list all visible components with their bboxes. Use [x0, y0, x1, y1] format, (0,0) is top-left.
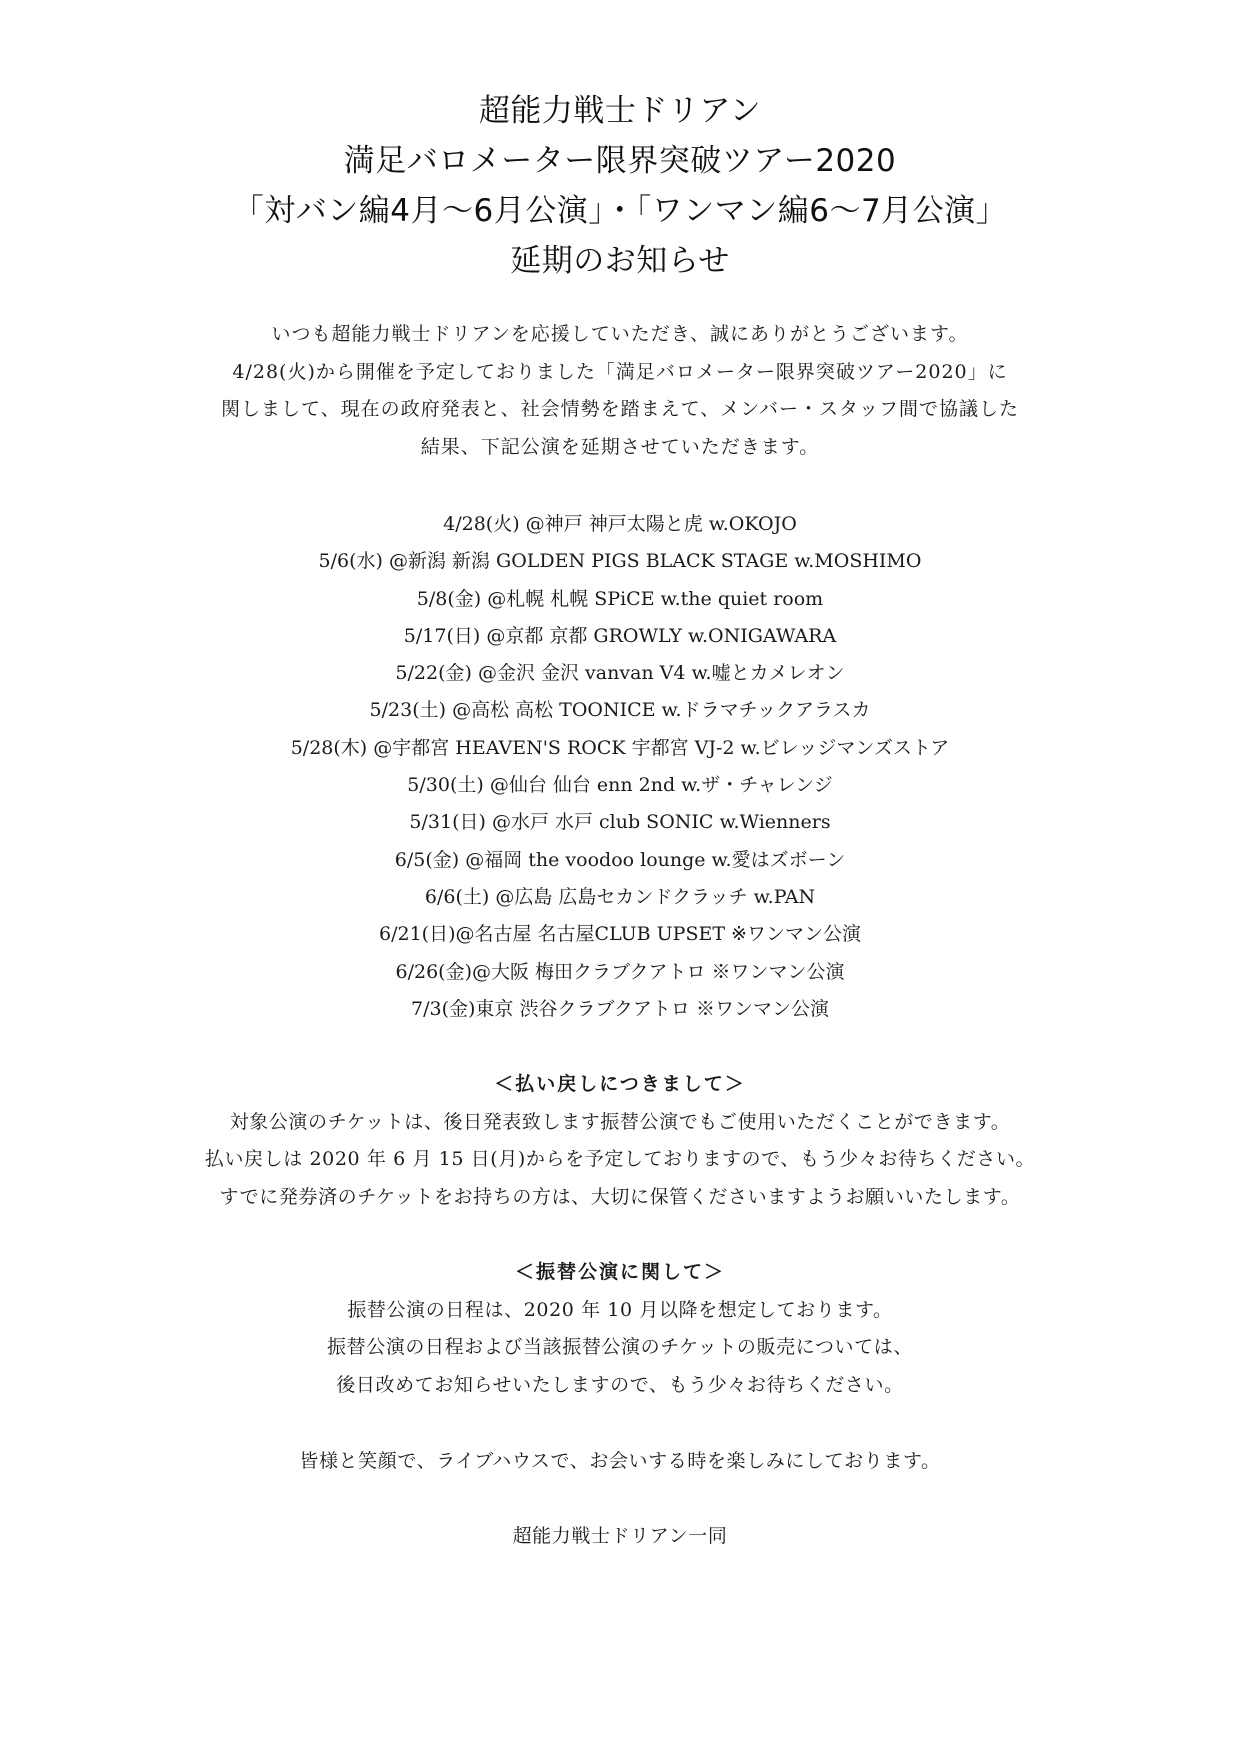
intro-line: 関しまして、現在の政府発表と、社会情勢を踏まえて、メンバー・スタッフ間で協議した [221, 398, 1019, 420]
title-line-postponement: 延期のお知らせ [510, 243, 730, 279]
refund-line: 払い戻しは 2020 年 6 月 15 日(月)からを予定しておりますので、もう少々お待ちください。 [204, 1148, 1036, 1170]
refund-line: すでに発券済のチケットをお持ちの方は、大切に保管くださいますようお願いいたします。 [219, 1185, 1021, 1208]
title-line-tour-parts: 「対バン編4月〜6月公演」・「ワンマン編6〜7月公演」 [232, 193, 1008, 229]
show-item: 5/8(金) @札幌 札幌 SPiCE w.the quiet room [416, 587, 824, 610]
makeup-line: 振替公演の日程および当該振替公演のチケットの販売については、 [327, 1336, 913, 1358]
show-item: 5/30(土) @仙台 仙台 enn 2nd w.ザ・チャレンジ [407, 774, 833, 797]
signature: 超能力戦士ドリアン一同 [512, 1525, 728, 1547]
intro-line: 4/28(火)から開催を予定しておりました「満足バロメーター限界突破ツアー2020」に [232, 360, 1008, 383]
intro-line: 結果、下記公演を延期させていただきます。 [420, 435, 820, 458]
show-item: 5/6(水) @新潟 新潟 GOLDEN PIGS BLACK STAGE w.MOSHIMO [318, 550, 922, 573]
show-item: 6/6(土) @広島 広島セカンドクラッチ w.PAN [424, 885, 816, 908]
postponed-shows-list [0, 506, 1240, 1028]
makeup-line: 振替公演の日程は、2020 年 10 月以降を想定しております。 [347, 1298, 893, 1321]
notice-title [0, 86, 1240, 286]
refund-line: 対象公演のチケットは、後日発表致します振替公演でもご使用いただくことができます。 [229, 1110, 1011, 1133]
makeup-line: 後日改めてお知らせいたしますので、もう少々お待ちください。 [336, 1373, 904, 1396]
closing-message: 皆様と笑顔で、ライブハウスで、お会いする時を楽しみにしております。 [299, 1450, 941, 1472]
show-item: 5/23(土) @高松 高松 TOONICE w.ドラマチックアラスカ [369, 699, 871, 722]
refund-section [0, 1066, 1240, 1216]
show-item: 5/31(日) @水戸 水戸 club SONIC w.Wienners [409, 811, 831, 834]
refund-heading: ＜払い戻しにつきまして＞ [494, 1073, 746, 1095]
intro-line: いつも超能力戦士ドリアンを応援していただき、誠にありがとうございます。 [271, 323, 969, 345]
show-item: 5/17(日) @京都 京都 GROWLY w.ONIGAWARA [403, 624, 837, 647]
show-item: 5/28(木) @宇都宮 HEAVEN'S ROCK 宇都宮 VJ-2 w.ビレッジマンズストア [290, 736, 950, 759]
title-line-band-name: 超能力戦士ドリアン [478, 93, 762, 129]
title-line-tour-name: 満足バロメーター限界突破ツアー2020 [343, 143, 897, 179]
show-item: 6/26(金)@大阪 梅田クラブクアトロ ※ワンマン公演 [395, 960, 845, 983]
makeup-heading: ＜振替公演に関して＞ [514, 1261, 725, 1283]
show-item: 6/21(日)@名古屋 名古屋CLUB UPSET ※ワンマン公演 [379, 923, 861, 946]
intro-paragraph [0, 316, 1240, 466]
makeup-show-section [0, 1254, 1240, 1404]
show-item: 7/3(金)東京 渋谷クラブクアトロ ※ワンマン公演 [411, 997, 829, 1020]
show-item: 5/22(金) @金沢 金沢 vanvan V4 w.嘘とカメレオン [395, 662, 845, 685]
show-item: 6/5(金) @福岡 the voodoo lounge w.愛はズボーン [394, 848, 846, 871]
show-item: 4/28(火) @神戸 神戸太陽と虎 w.OKOJO [443, 513, 797, 535]
